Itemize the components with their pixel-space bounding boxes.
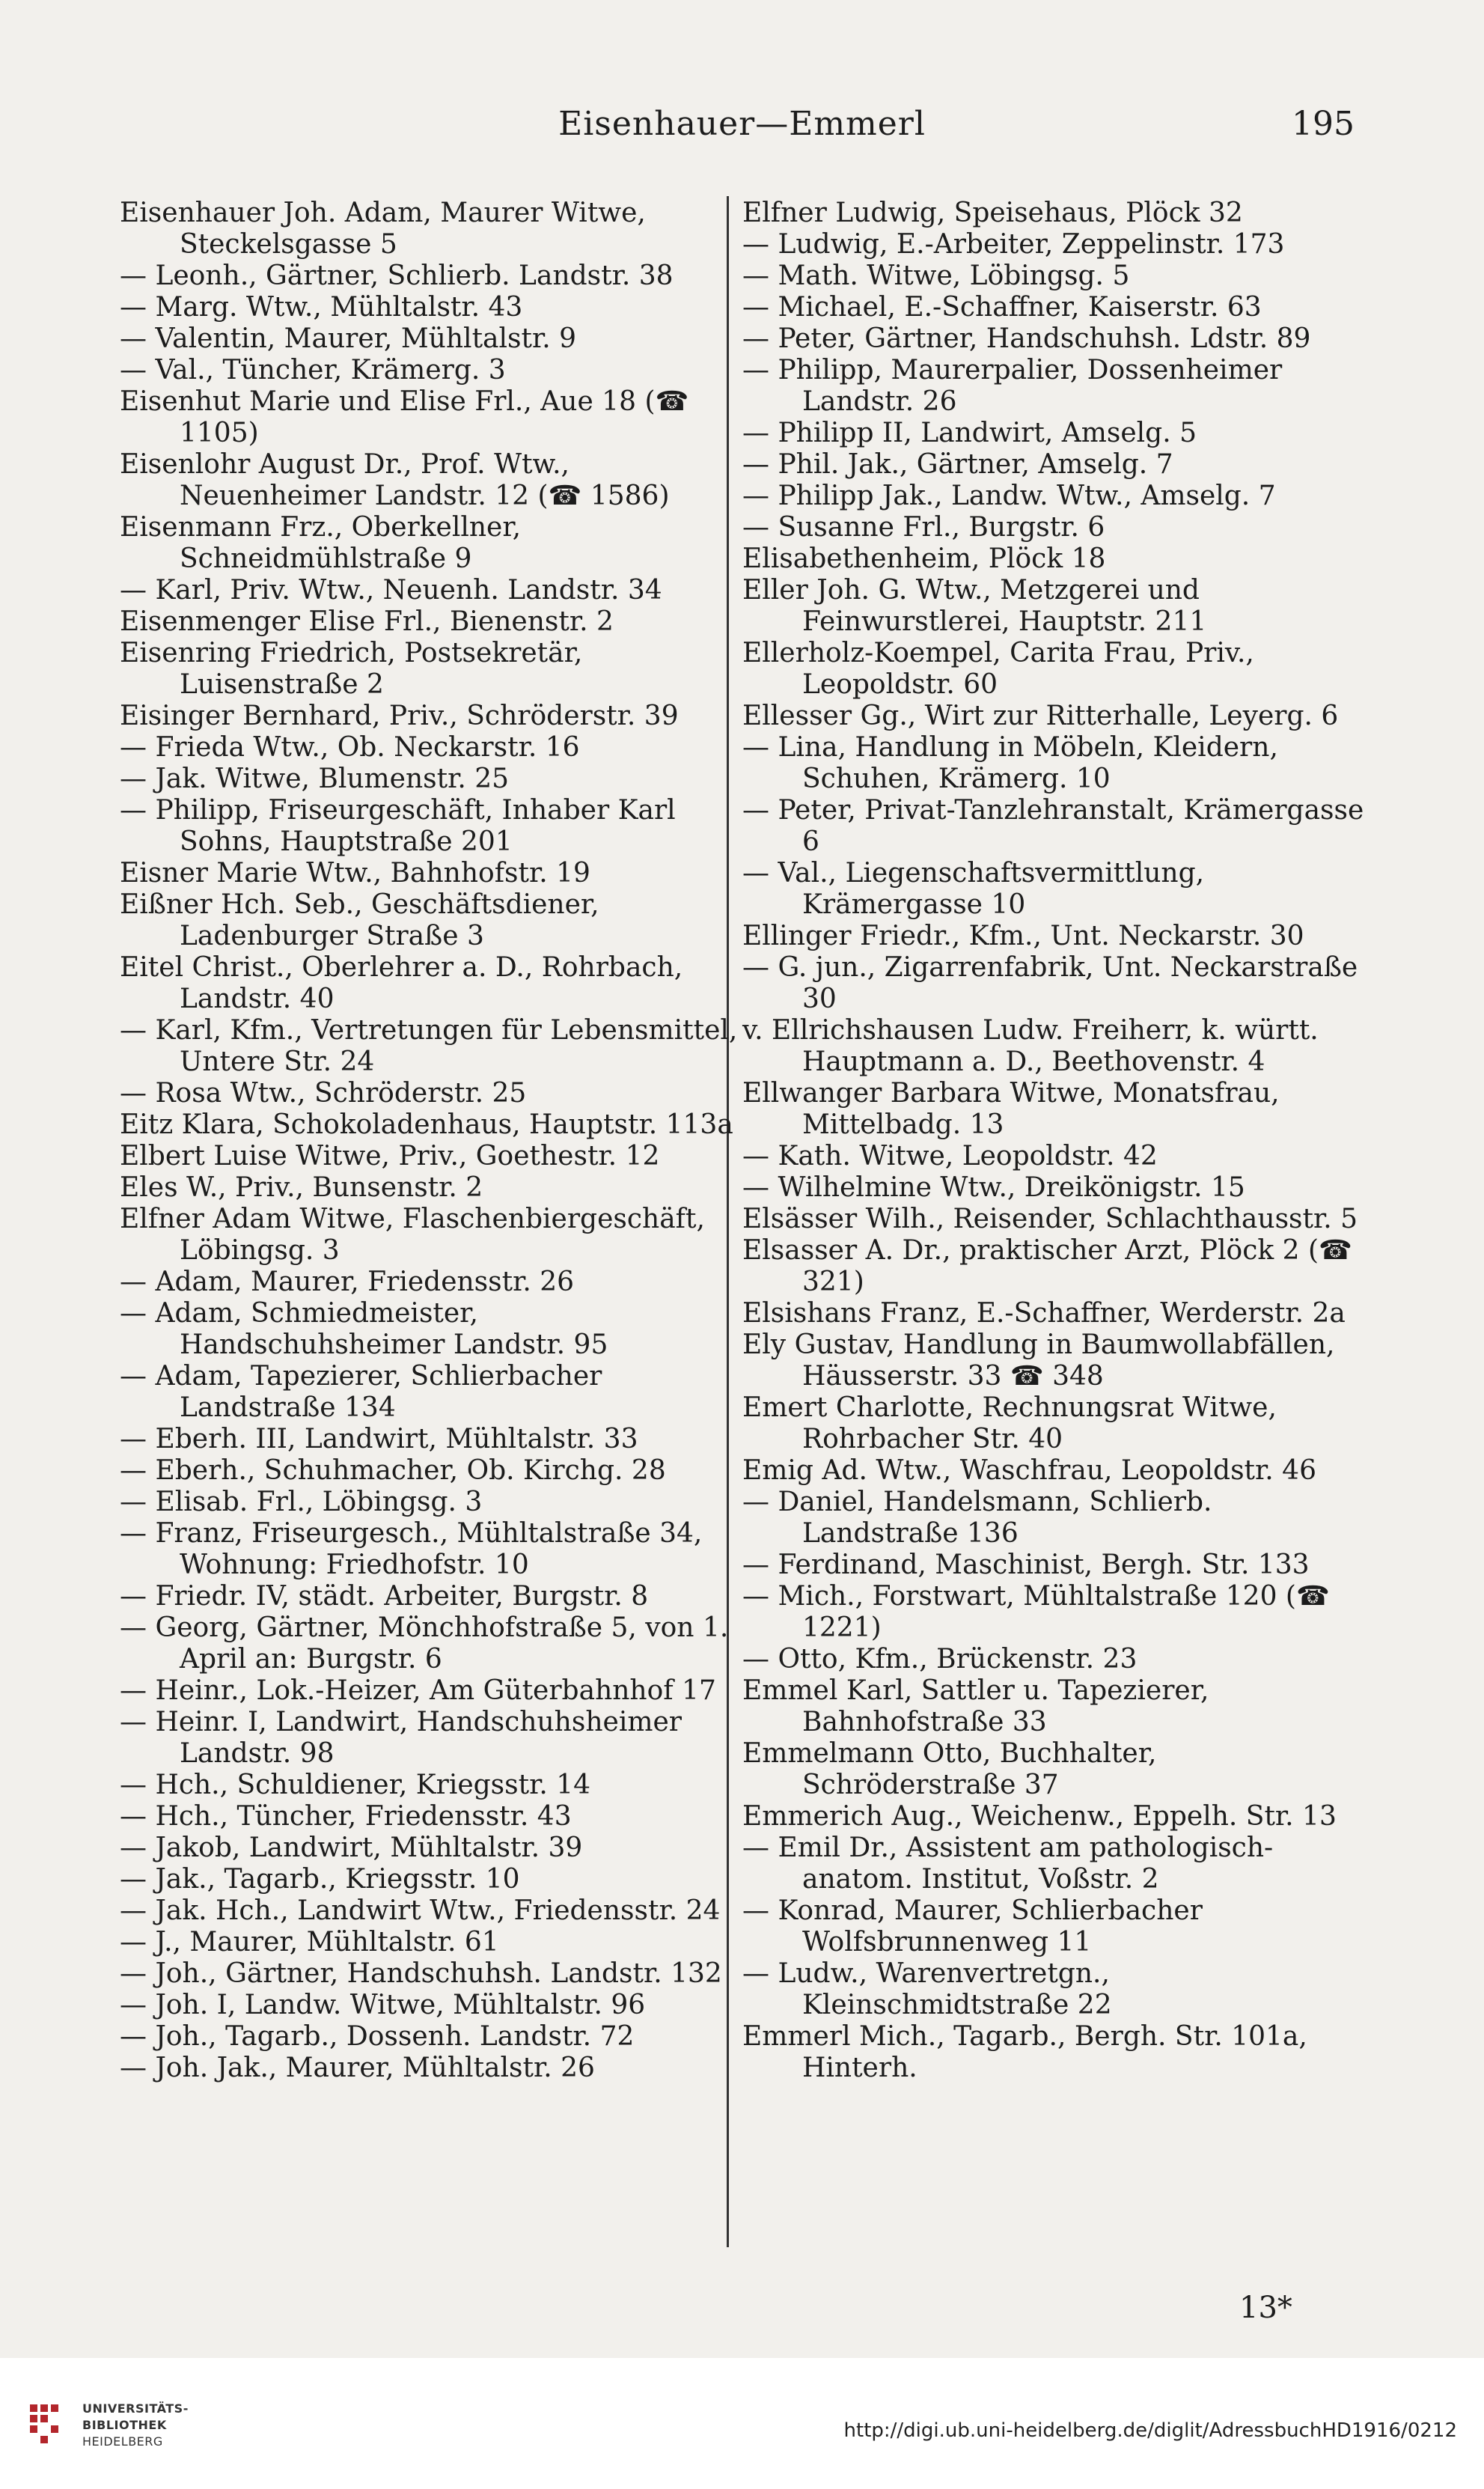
page-number: 195 [1292,105,1355,143]
directory-entry: — Ferdinand, Maschinist, Bergh. Str. 133 [742,1550,1310,1580]
left-column [120,198,748,2084]
directory-entry: Elsasser A. Dr., praktischer Arzt, Plöck 2 (☎ 321) [742,1235,1352,1297]
directory-entry: — Emil Dr., Assistent am pathologisch-anatom. Institut, Voßstr. 2 [742,1833,1274,1895]
directory-entry: — Philipp, Maurerpalier, Dossenheimer Landstr. 26 [742,355,1283,417]
directory-entry: Eisenhauer Joh. Adam, Maurer Witwe, Steckelsgasse 5 [120,198,646,260]
directory-entry: — Hch., Schuldiener, Kriegsstr. 14 [120,1770,591,1800]
directory-entry: — Philipp Jak., Landw. Wtw., Amselg. 7 [742,481,1276,511]
directory-entry: — Eberh., Schuhmacher, Ob. Kirchg. 28 [120,1455,666,1486]
directory-entry: Eisinger Bernhard, Priv., Schröderstr. 39 [120,701,679,731]
directory-entry: Emmerich Aug., Weichenw., Eppelh. Str. 13 [742,1801,1337,1832]
logo-text-line: UNIVERSITÄTS- [82,2401,189,2416]
directory-entry: — Val., Liegenschaftsvermittlung, Krämergasse 10 [742,858,1205,920]
directory-entry: Ellinger Friedr., Kfm., Unt. Neckarstr. 30 [742,921,1304,951]
directory-entry: Eitel Christ., Oberlehrer a. D., Rohrbach, Landstr. 40 [120,952,683,1014]
directory-entry: — Valentin, Maurer, Mühltalstr. 9 [120,323,576,354]
directory-entry: Ellesser Gg., Wirt zur Ritterhalle, Leyerg. 6 [742,701,1339,731]
directory-entry: — Peter, Privat-Tanzlehranstalt, Krämergasse 6 [742,795,1364,857]
directory-entry: — Heinr., Lok.-Heizer, Am Güterbahnhof 17 [120,1675,716,1706]
directory-entry: Ellerholz-Koempel, Carita Frau, Priv., Leopoldstr. 60 [742,638,1254,700]
directory-entry: — Jak. Witwe, Blumenstr. 25 [120,764,510,794]
directory-entry: — Elisab. Frl., Löbingsg. 3 [120,1487,483,1517]
directory-entry: — Konrad, Maurer, Schlierbacher Wolfsbrunnenweg 11 [742,1895,1203,1958]
directory-entry: — Adam, Schmiedmeister, Handschuhsheimer Landstr. 95 [120,1298,608,1360]
directory-entry: Emert Charlotte, Rechnungsrat Witwe, Rohrbacher Str. 40 [742,1392,1277,1454]
directory-entry: Elisabethenheim, Plöck 18 [742,543,1106,574]
directory-entry: — Michael, E.-Schaffner, Kaiserstr. 63 [742,292,1262,323]
directory-entry: — Joh., Tagarb., Dossenh. Landstr. 72 [120,2021,635,2052]
directory-entry: Emmerl Mich., Tagarb., Bergh. Str. 101a, Hinterh. [742,2021,1307,2083]
directory-entry: — Philipp, Friseurgeschäft, Inhaber Karl Sohns, Hauptstraße 201 [120,795,676,857]
directory-entry: — Ludwig, E.-Arbeiter, Zeppelinstr. 173 [742,229,1285,260]
directory-entry: — Val., Tüncher, Krämerg. 3 [120,355,506,386]
directory-entry: — Friedr. IV, städt. Arbeiter, Burgstr. 8 [120,1581,649,1612]
directory-entry: — Karl, Priv. Wtw., Neuenh. Landstr. 34 [120,575,662,606]
directory-entry: Eitz Klara, Schokoladenhaus, Hauptstr. 113a [120,1109,733,1140]
directory-entry: — Daniel, Handelsmann, Schlierb. Landstraße 136 [742,1487,1212,1549]
sheet-signature: 13* [1239,2291,1292,2325]
footer-bar [0,2358,1484,2489]
directory-entry: — Mich., Forstwart, Mühltalstraße 120 (☎ 1221) [742,1581,1330,1643]
directory-entry: Eisenlohr August Dr., Prof. Wtw., Neuenheimer Landstr. 12 (☎ 1586) [120,449,670,511]
directory-entry: — Hch., Tüncher, Friedensstr. 43 [120,1801,572,1832]
source-url-link[interactable]: http://digi.ub.uni-heidelberg.de/diglit/AdressbuchHD1916/0212 [843,2419,1457,2442]
page-header-title: Eisenhauer—Emmerl [558,105,926,143]
directory-entry: Elbert Luise Witwe, Priv., Goethestr. 12 [120,1141,660,1172]
directory-entry: — G. jun., Zigarrenfabrik, Unt. Neckarstraße 30 [742,952,1358,1014]
directory-entry: v. Ellrichshausen Ludw. Freiherr, k. württ. Hauptmann a. D., Beethovenstr. 4 [742,1015,1319,1077]
logo-text-line: BIBLIOTHEK [82,2418,167,2432]
directory-entry: Eller Joh. G. Wtw., Metzgerei und Feinwurstlerei, Hauptstr. 211 [742,575,1207,637]
directory-entry: — Jak. Hch., Landwirt Wtw., Friedensstr. 24 [120,1895,721,1926]
directory-entry: Elsässer Wilh., Reisender, Schlachthausstr. 5 [742,1204,1358,1234]
directory-entry: — Jak., Tagarb., Kriegsstr. 10 [120,1864,520,1895]
right-column [742,198,1371,2084]
directory-entry: Eisner Marie Wtw., Bahnhofstr. 19 [120,858,590,889]
directory-entry: — Franz, Friseurgesch., Mühltalstraße 34, Wohnung: Friedhofstr. 10 [120,1518,703,1580]
directory-entry: — Frieda Wtw., Ob. Neckarstr. 16 [120,732,580,763]
library-logo-icon [28,2401,73,2446]
directory-entry: — Adam, Tapezierer, Schlierbacher Landstraße 134 [120,1361,602,1423]
directory-entry: — Karl, Kfm., Vertretungen für Lebensmittel, Untere Str. 24 [120,1015,738,1077]
directory-entry: Eißner Hch. Seb., Geschäftsdiener, Ladenburger Straße 3 [120,889,599,951]
directory-entry: — Kath. Witwe, Leopoldstr. 42 [742,1141,1158,1172]
directory-entry: Elfner Ludwig, Speisehaus, Plöck 32 [742,198,1243,228]
directory-entry: Eisenmenger Elise Frl., Bienenstr. 2 [120,606,614,637]
directory-entry: — Wilhelmine Wtw., Dreikönigstr. 15 [742,1172,1245,1203]
directory-entry: Emig Ad. Wtw., Waschfrau, Leopoldstr. 46 [742,1455,1316,1486]
directory-entry: — Lina, Handlung in Möbeln, Kleidern, Schuhen, Krämerg. 10 [742,732,1278,794]
directory-entry: Emmelmann Otto, Buchhalter, Schröderstraße 37 [742,1738,1157,1800]
directory-entry: — Eberh. III, Landwirt, Mühltalstr. 33 [120,1424,638,1454]
directory-entry: — Philipp II, Landwirt, Amselg. 5 [742,418,1197,448]
directory-entry: Ely Gustav, Handlung in Baumwollabfällen, Häusserstr. 33 ☎ 348 [742,1329,1335,1392]
directory-entry: Eisenhut Marie und Elise Frl., Aue 18 (☎ 1105) [120,386,689,448]
directory-entry: — Joh. Jak., Maurer, Mühltalstr. 26 [120,2053,595,2083]
directory-entry: — Joh., Gärtner, Handschuhsh. Landstr. 132 [120,1958,722,1989]
directory-entry: Eisenmann Frz., Oberkellner, Schneidmühlstraße 9 [120,512,522,574]
directory-entry: Emmel Karl, Sattler u. Tapezierer, Bahnhofstraße 33 [742,1675,1209,1737]
directory-entry: — Joh. I, Landw. Witwe, Mühltalstr. 96 [120,1990,646,2020]
directory-entry: — Jakob, Landwirt, Mühltalstr. 39 [120,1833,583,1863]
directory-entry: — Phil. Jak., Gärtner, Amselg. 7 [742,449,1173,480]
directory-entry: — Marg. Wtw., Mühltalstr. 43 [120,292,523,323]
directory-entry: Elsishans Franz, E.-Schaffner, Werderstr. 2a [742,1298,1346,1329]
directory-entry: — Heinr. I, Landwirt, Handschuhsheimer Landstr. 98 [120,1707,682,1769]
directory-entry: — Leonh., Gärtner, Schlierb. Landstr. 38 [120,261,674,291]
directory-entry: — Rosa Wtw., Schröderstr. 25 [120,1078,527,1109]
directory-entry: — Ludw., Warenvertretgn., Kleinschmidtstraße 22 [742,1958,1112,2020]
directory-entry: Elfner Adam Witwe, Flaschenbiergeschäft, Löbingsg. 3 [120,1204,705,1266]
directory-entry: — Math. Witwe, Löbingsg. 5 [742,261,1130,291]
directory-entry: Eles W., Priv., Bunsenstr. 2 [120,1172,483,1203]
logo-text-line: HEIDELBERG [82,2434,163,2449]
directory-entry: — Adam, Maurer, Friedensstr. 26 [120,1267,575,1297]
directory-entry: — Susanne Frl., Burgstr. 6 [742,512,1105,543]
directory-entry: Ellwanger Barbara Witwe, Monatsfrau, Mittelbadg. 13 [742,1078,1280,1140]
directory-entry: — Otto, Kfm., Brückenstr. 23 [742,1644,1138,1675]
directory-entry: Eisenring Friedrich, Postsekretär, Luisenstraße 2 [120,638,583,700]
directory-entry: — Georg, Gärtner, Mönchhofstraße 5, von 1. April an: Burgstr. 6 [120,1612,729,1675]
directory-entry: — J., Maurer, Mühltalstr. 61 [120,1927,499,1958]
directory-entry: — Peter, Gärtner, Handschuhsh. Ldstr. 89 [742,323,1311,354]
